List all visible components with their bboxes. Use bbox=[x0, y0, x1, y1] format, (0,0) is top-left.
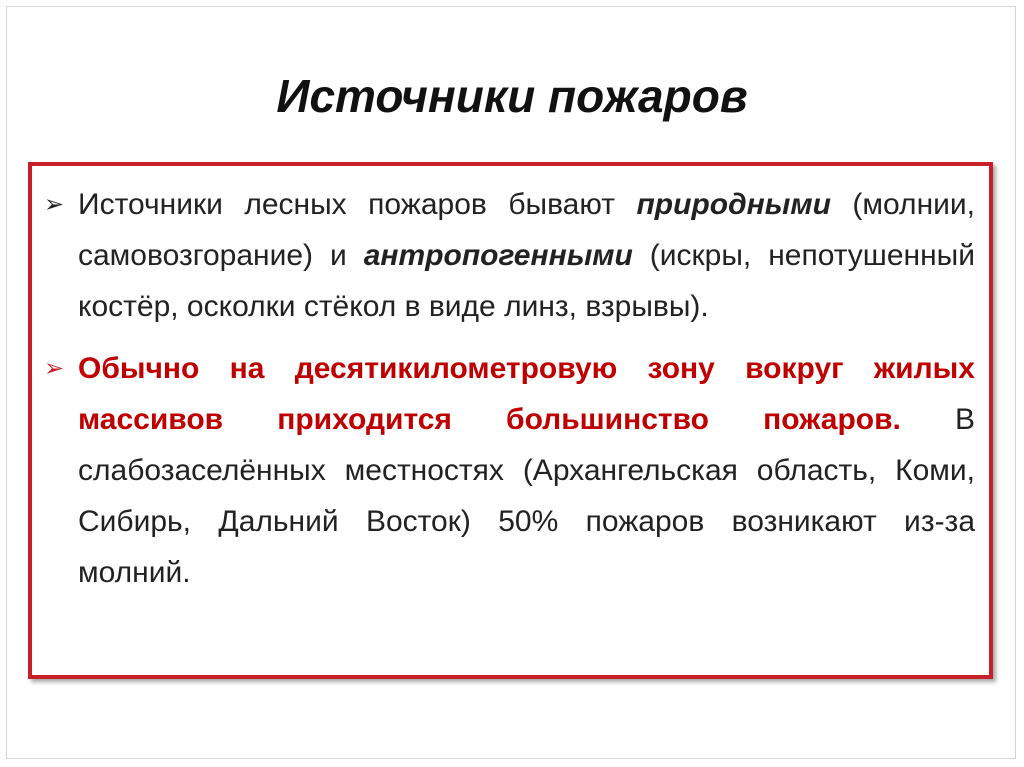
highlight-text: Обычно на десятикилометровую зону вокруг жилых массивов приходится большинство пожаров. bbox=[78, 352, 975, 436]
slide-title: Источники пожаров bbox=[276, 70, 748, 122]
bullet-item-sources bbox=[32, 179, 989, 332]
arrow-bullet-icon: ➢ bbox=[43, 191, 65, 218]
emphasis-anthropogenic: антропогенными bbox=[363, 239, 633, 272]
emphasis-natural: природными bbox=[636, 188, 831, 221]
bullet-text: Источники лесных пожаров бывают bbox=[78, 188, 637, 221]
bullet-item-statistics bbox=[32, 343, 989, 598]
bullet-list bbox=[32, 166, 989, 598]
bullet-text: (молнии, самовозгорание) и bbox=[78, 188, 975, 272]
bullet-text: (искры, непотушенный костёр, осколки стёкол в виде линз, взрывы). bbox=[78, 239, 976, 323]
bullet-text: В слабозаселённых местностях (Архангельская область, Коми, Сибирь, Дальний Восток) 50% пожаров возникают из-за молний. bbox=[78, 403, 975, 589]
content-box bbox=[28, 162, 993, 679]
arrow-bullet-icon: ➢ bbox=[43, 355, 65, 382]
